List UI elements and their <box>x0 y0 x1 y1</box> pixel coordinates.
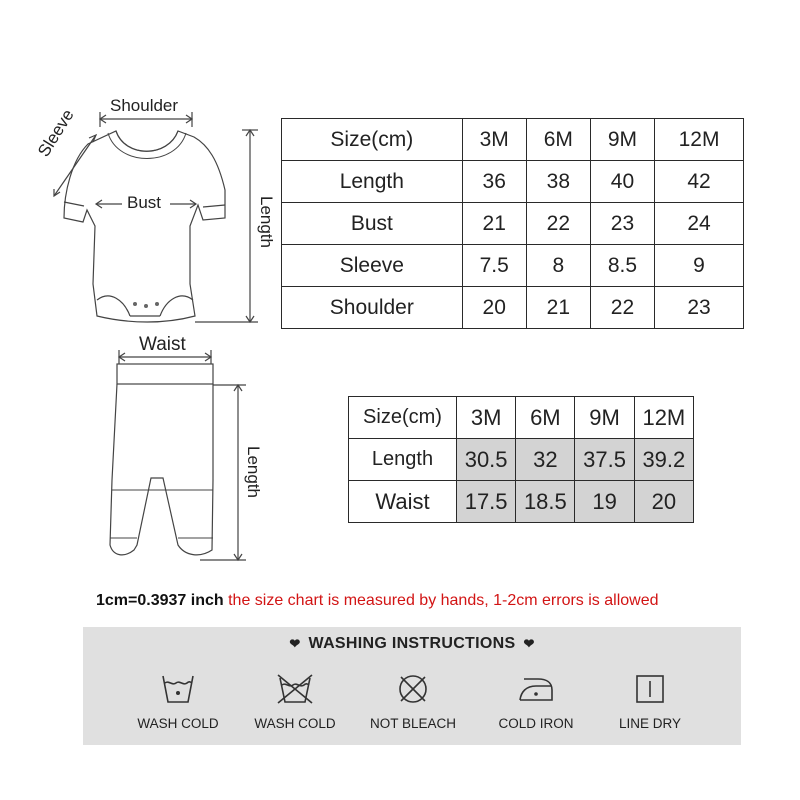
table-row <box>282 245 744 287</box>
care-label: COLD IRON <box>498 716 574 731</box>
table-header-cell: 6M <box>516 397 575 439</box>
care-item-wash-cold <box>118 672 238 731</box>
table-row <box>282 287 744 329</box>
length-label-pants: Length <box>244 446 263 498</box>
table-header-cell: 6M <box>526 119 590 161</box>
measurement-note <box>96 592 659 610</box>
table-row <box>282 203 744 245</box>
conversion-text: 1cm=0.3937 inch <box>96 592 224 609</box>
table-cell: 23 <box>655 287 744 329</box>
waist-label: Waist <box>139 334 186 355</box>
table-row <box>282 161 744 203</box>
care-item-cold-iron <box>476 672 596 731</box>
table-header-cell: 12M <box>634 397 693 439</box>
table-cell: 22 <box>590 287 654 329</box>
table-cell: 30.5 <box>457 439 516 481</box>
care-label: WASH COLD <box>254 716 336 731</box>
table-header-cell: 3M <box>457 397 516 439</box>
table-row <box>349 481 694 523</box>
table-cell: 21 <box>526 287 590 329</box>
table-header-cell: 3M <box>462 119 526 161</box>
care-label: NOT BLEACH <box>369 716 457 731</box>
table-cell: 37.5 <box>575 439 634 481</box>
no-bleach-icon <box>393 672 433 706</box>
table-cell: 8 <box>526 245 590 287</box>
no-wash-icon <box>275 672 315 706</box>
table-cell: 18.5 <box>516 481 575 523</box>
iron-icon <box>516 672 556 706</box>
shoulder-label: Shoulder <box>110 96 179 115</box>
row-label: Bust <box>282 203 463 245</box>
care-label: LINE DRY <box>618 716 682 731</box>
table-cell: 39.2 <box>634 439 693 481</box>
bodysuit-size-table <box>281 118 744 329</box>
wash-tub-icon <box>160 672 196 706</box>
table-header-row <box>349 397 694 439</box>
table-cell: 23 <box>590 203 654 245</box>
row-label: Sleeve <box>282 245 463 287</box>
table-header-cell: 9M <box>575 397 634 439</box>
table-cell: 24 <box>655 203 744 245</box>
table-row <box>349 439 694 481</box>
table-cell: 8.5 <box>590 245 654 287</box>
pants-size-table <box>348 396 694 523</box>
table-cell: 20 <box>462 287 526 329</box>
table-cell: 32 <box>516 439 575 481</box>
care-item-line-dry <box>590 672 710 731</box>
table-cell: 21 <box>462 203 526 245</box>
bust-label: Bust <box>127 193 162 212</box>
care-item-no-wash <box>235 672 355 731</box>
heart-icon: ❤ <box>523 636 535 651</box>
table-cell: 22 <box>526 203 590 245</box>
row-label: Shoulder <box>282 287 463 329</box>
disclaimer-text: the size chart is measured by hands, 1-2cm errors is allowed <box>228 592 659 609</box>
table-cell: 38 <box>526 161 590 203</box>
heart-icon: ❤ <box>289 636 301 651</box>
table-cell: 20 <box>634 481 693 523</box>
bodysuit-diagram <box>0 0 280 335</box>
table-cell: 9 <box>655 245 744 287</box>
table-header-cell: Size(cm) <box>349 397 457 439</box>
washing-instructions-panel <box>83 627 741 745</box>
line-dry-icon <box>633 672 667 706</box>
length-label-bodysuit: Length <box>257 196 276 248</box>
table-cell: 7.5 <box>462 245 526 287</box>
row-label: Waist <box>349 481 457 523</box>
table-cell: 19 <box>575 481 634 523</box>
table-cell: 36 <box>462 161 526 203</box>
table-header-cell: 9M <box>590 119 654 161</box>
table-cell: 42 <box>655 161 744 203</box>
row-label: Length <box>349 439 457 481</box>
table-header-cell: 12M <box>655 119 744 161</box>
table-cell: 17.5 <box>457 481 516 523</box>
sleeve-label: Sleeve <box>34 105 78 161</box>
table-header-cell: Size(cm) <box>282 119 463 161</box>
table-header-row <box>282 119 744 161</box>
washing-title <box>83 635 741 653</box>
care-label: WASH COLD <box>137 716 219 731</box>
washing-title-text: WASHING INSTRUCTIONS <box>308 635 516 652</box>
table-cell: 40 <box>590 161 654 203</box>
care-item-not-bleach <box>353 672 473 731</box>
row-label: Length <box>282 161 463 203</box>
